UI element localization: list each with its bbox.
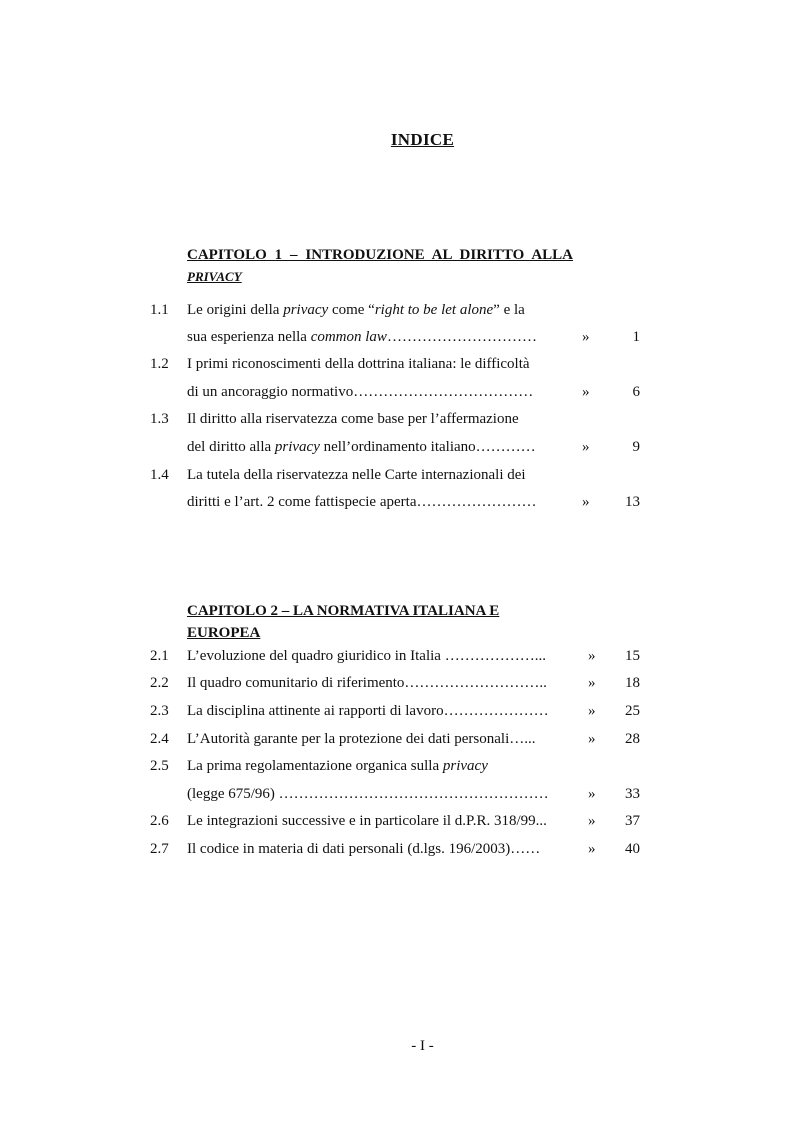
section-title: Il codice in materia di dati personali (d.lgs. 196/2003)…… — [187, 841, 541, 857]
section-title-cont: del diritto alla privacy nell’ordinamento italiano………… — [187, 439, 536, 455]
toc-entry-1-2-line2[interactable] — [150, 378, 640, 406]
section-title: La tutela della riservatezza nelle Carte internazionali dei — [187, 467, 526, 483]
page-marker: » — [588, 703, 596, 719]
section-number: 1.4 — [150, 467, 169, 483]
chapter-1-heading-line2: PRIVACY — [187, 269, 242, 284]
page-marker: » — [588, 841, 596, 857]
page-number: 25 — [625, 703, 640, 719]
page-number: 1 — [632, 329, 640, 345]
section-title: Il quadro comunitario di riferimento……………………….. — [187, 675, 547, 691]
section-title: Le origini della privacy come “right to be let alone” e la — [187, 302, 525, 318]
section-number: 2.2 — [150, 675, 169, 691]
toc-entry-1-3-line2[interactable] — [150, 433, 640, 461]
section-title: Le integrazioni successive e in particolare il d.P.R. 318/99... — [187, 813, 547, 829]
toc-entry-2-5-line1 — [150, 752, 640, 780]
chapter-1-heading — [187, 244, 573, 288]
page-number: 33 — [625, 786, 640, 802]
toc-entry-2-3[interactable] — [150, 697, 640, 725]
toc-entry-2-5-line2[interactable] — [150, 780, 640, 808]
section-title: La prima regolamentazione organica sulla privacy — [187, 758, 488, 774]
page-title: INDICE — [390, 130, 455, 149]
section-number: 2.7 — [150, 841, 169, 857]
toc-entry-2-1[interactable] — [150, 642, 640, 670]
section-title: L’evoluzione del quadro giuridico in Italia ………………... — [187, 648, 546, 664]
section-number: 2.3 — [150, 703, 169, 719]
toc-entry-1-1-line2[interactable] — [150, 323, 640, 351]
section-title-cont: sua esperienza nella common law………………………… — [187, 329, 537, 345]
page-marker: » — [582, 439, 590, 455]
toc-entry-2-7[interactable] — [150, 835, 640, 863]
section-title: La disciplina attinente ai rapporti di lavoro………………… — [187, 703, 549, 719]
page-number: 40 — [625, 841, 640, 857]
page-marker: » — [588, 648, 596, 664]
section-number: 2.5 — [150, 758, 169, 774]
toc-entry-2-6[interactable] — [150, 807, 640, 835]
toc-entry-1-4-line1 — [150, 461, 640, 489]
section-number: 2.4 — [150, 731, 169, 747]
section-number: 2.6 — [150, 813, 169, 829]
toc-entry-1-1-line1 — [150, 296, 640, 324]
section-title-cont: (legge 675/96) ……………………………………………… — [187, 786, 549, 802]
section-number: 1.2 — [150, 356, 169, 372]
page-number: 37 — [625, 813, 640, 829]
page-number: 6 — [632, 384, 640, 400]
section-title-cont: di un ancoraggio normativo……………………………… — [187, 384, 534, 400]
section-title: Il diritto alla riservatezza come base per l’affermazione — [187, 411, 519, 427]
chapter-1-heading-line1: CAPITOLO 1 – INTRODUZIONE AL DIRITTO ALLA — [187, 247, 573, 263]
page-number: 13 — [625, 494, 640, 510]
page-footer-number: - I - — [411, 1038, 434, 1054]
section-number: 1.1 — [150, 302, 169, 318]
page-marker: » — [588, 675, 596, 691]
section-title-cont: diritti e l’art. 2 come fattispecie aperta…………………… — [187, 494, 537, 510]
page-marker: » — [582, 329, 590, 345]
page-number: 15 — [625, 648, 640, 664]
page-marker: » — [582, 384, 590, 400]
page-number: 9 — [632, 439, 640, 455]
page-number: 28 — [625, 731, 640, 747]
page-marker: » — [582, 494, 590, 510]
page-marker: » — [588, 786, 596, 802]
toc-entry-1-4-line2[interactable] — [150, 488, 640, 516]
toc-entry-1-3-line1 — [150, 405, 640, 433]
page-marker: » — [588, 731, 596, 747]
page-marker: » — [588, 813, 596, 829]
chapter-2-heading: CAPITOLO 2 – LA NORMATIVA ITALIANA E EUROPEA — [187, 603, 500, 641]
section-title: L’Autorità garante per la protezione dei dati personali…... — [187, 731, 536, 747]
section-number: 2.1 — [150, 648, 169, 664]
section-title: I primi riconoscimenti della dottrina italiana: le difficoltà — [187, 356, 530, 372]
toc-entry-1-2-line1 — [150, 350, 640, 378]
page-number: 18 — [625, 675, 640, 691]
section-number: 1.3 — [150, 411, 169, 427]
toc-entry-2-4[interactable] — [150, 725, 640, 753]
toc-entry-2-2[interactable] — [150, 669, 640, 697]
